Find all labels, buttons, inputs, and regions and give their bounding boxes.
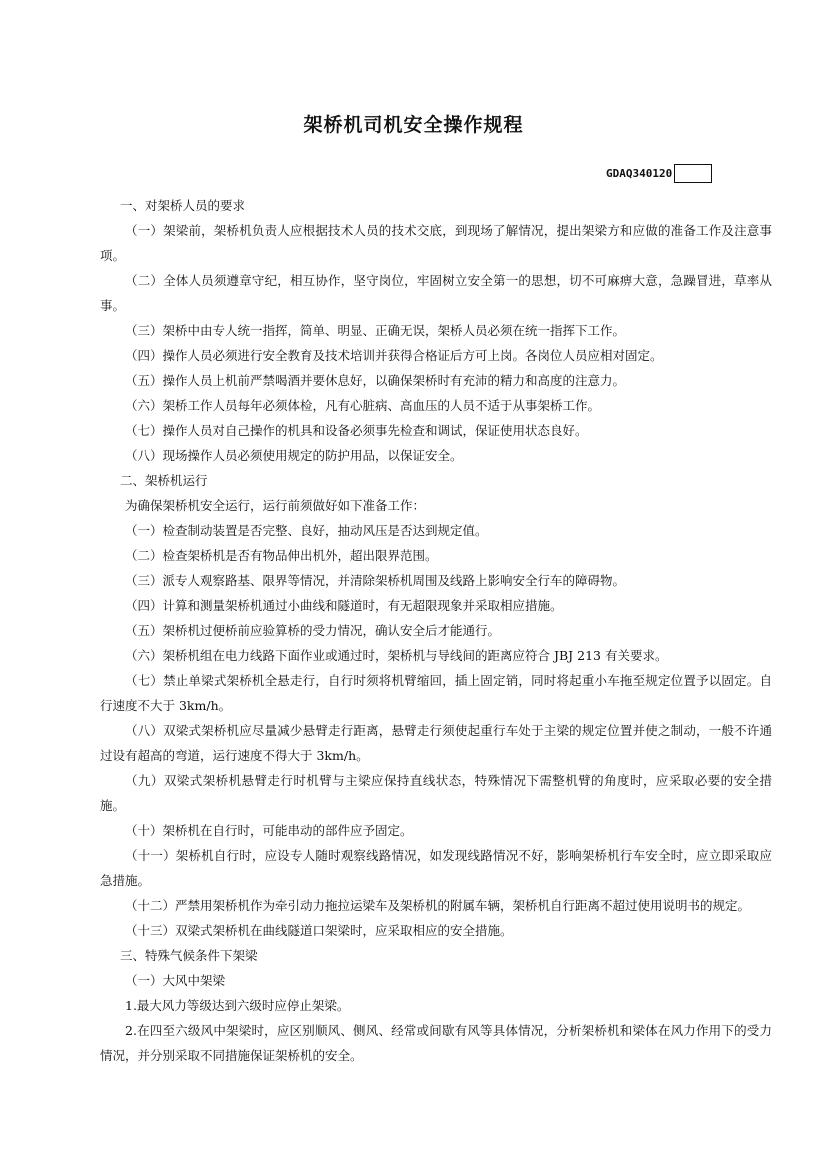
paragraph: （三）派专人观察路基、限界等情况，并清除架桥机周围及线路上影响安全行车的障碍物。 — [125, 573, 626, 588]
paragraph: （一）检查制动装置是否完整、良好，抽动风压是否达到规定值。 — [125, 523, 488, 538]
paragraph: （三）架桥中由专人统一指挥，简单、明显、正确无误，架桥人员必须在统一指挥下工作。 — [125, 323, 626, 338]
paragraph: （八）现场操作人员必须使用规定的防护用品，以保证安全。 — [125, 448, 463, 463]
paragraph: （十三）双梁式架桥机在曲线隧道口架梁时，应采取相应的安全措施。 — [125, 923, 513, 938]
paragraph: 2.在四至六级风中架梁时，应区别顺风、侧风、经常或间歇有风等具体情况，分析架桥机和梁体在风力作用下的受力情况，并分别采取不同措施保证架桥机的安全。 — [100, 1023, 772, 1063]
paragraph: （五）架桥机过便桥前应验算桥的受力情况，确认安全后才能通行。 — [125, 623, 501, 638]
paragraph: （六）架桥工作人员每年必须体检，凡有心脏病、高血压的人员不适于从事架桥工作。 — [125, 398, 601, 413]
paragraph: （七）操作人员对自己操作的机具和设备必须事先检查和调试，保证使用状态良好。 — [125, 423, 588, 438]
paragraph: （一）架梁前，架桥机负责人应根据技术人员的技术交底，到现场了解情况，提出架梁方和应做的准备工作及注意事项。 — [100, 223, 772, 263]
paragraph: 1.最大风力等级达到六级时应停止架梁。 — [125, 998, 350, 1013]
paragraph: （四）计算和测量架桥机通过小曲线和隧道时，有无超限现象并采取相应措施。 — [125, 598, 563, 613]
paragraph: 为确保架桥机安全运行，运行前须做好如下准备工作： — [125, 498, 426, 513]
paragraph: （八）双梁式架桥机应尽量减少悬臂走行距离，悬臂走行须使起重行车处于主梁的规定位置并使之制动，一般不许通过设有超高的弯道，运行速度不得大于 3km/h。 — [100, 723, 772, 763]
paragraph: （十）架桥机在自行时，可能串动的部件应予固定。 — [125, 823, 413, 838]
paragraph: （五）操作人员上机前严禁喝酒并要休息好，以确保架桥时有充沛的精力和高度的注意力。 — [125, 373, 626, 388]
paragraph: （十二）严禁用架桥机作为牵引动力拖拉运梁车及架桥机的附属车辆，架桥机自行距离不超过使用说明书的规定。 — [125, 898, 751, 913]
document-title: 架桥机司机安全操作规程 — [303, 114, 524, 136]
paragraph: （七）禁止单梁式架桥机全悬走行，自行时须将机臂缩回，插上固定销，同时将起重小车拖至规定位置予以固定。自行速度不大于 3km/h。 — [100, 673, 772, 713]
paragraph: （二）检查架桥机是否有物品伸出机外，超出限界范围。 — [125, 548, 438, 563]
section-heading: 一、对架桥人员的要求 — [120, 198, 246, 213]
document-code: GDAQ340120 — [606, 166, 673, 180]
paragraph: （二）全体人员须遵章守纪，相互协作，坚守岗位，牢固树立安全第一的思想，切不可麻痹大意，急躁冒进，草率从事。 — [100, 273, 772, 313]
paragraph: （十一）架桥机自行时，应设专人随时观察线路情况，如发现线路情况不好，影响架桥机行车安全时，应立即采取应急措施。 — [100, 848, 772, 888]
document-body — [100, 193, 772, 1068]
document-code-box — [674, 164, 712, 183]
paragraph: （一）大风中架梁 — [125, 973, 226, 988]
paragraph: （四）操作人员必须进行安全教育及技术培训并获得合格证后方可上岗。各岗位人员应相对固定。 — [125, 348, 663, 363]
section-heading: 二、架桥机运行 — [120, 473, 208, 488]
paragraph: （九）双梁式架桥机悬臂走行时机臂与主梁应保持直线状态，特殊情况下需整机臂的角度时，应采取必要的安全措施。 — [100, 773, 772, 813]
paragraph: （六）架桥机组在电力线路下面作业或通过时，架桥机与导线间的距离应符合 JBJ 213 有关要求。 — [125, 648, 668, 663]
section-heading: 三、特殊气候条件下架梁 — [120, 948, 258, 963]
document-code-row — [606, 163, 712, 183]
